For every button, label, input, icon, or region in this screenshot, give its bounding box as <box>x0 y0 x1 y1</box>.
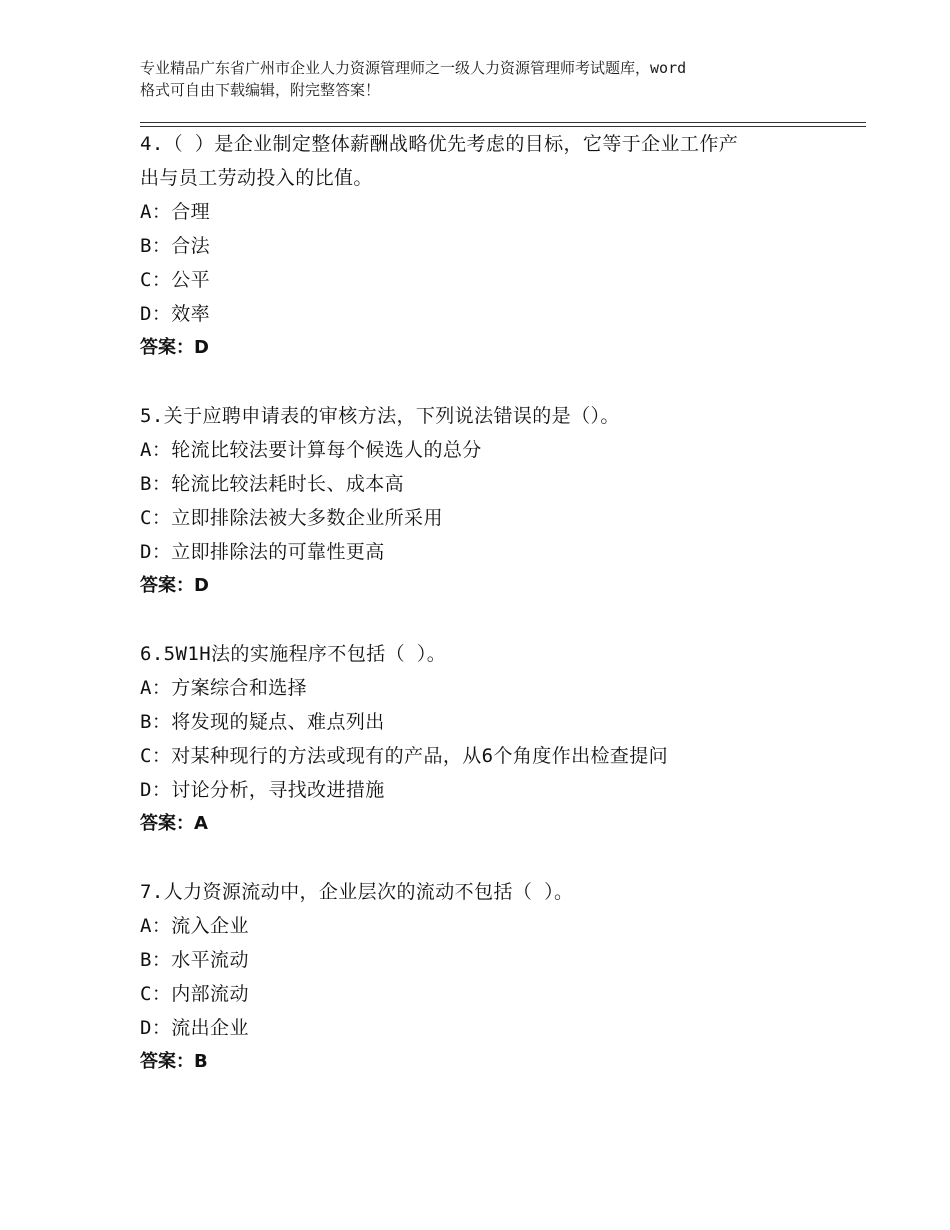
header-line: 格式可自由下载编辑，附完整答案！ <box>140 81 381 99</box>
question-stem: 5.关于应聘申请表的审核方法，下列说法错误的是（）。 <box>140 405 620 427</box>
header-divider <box>140 122 866 123</box>
option-b: B：轮流比较法耗时长、成本高 <box>140 473 405 495</box>
question-5 <box>140 399 860 603</box>
option-b: B：合法 <box>140 235 211 257</box>
answer: 答案：D <box>140 575 209 596</box>
question-7 <box>140 875 860 1079</box>
option-c: C：内部流动 <box>140 983 249 1005</box>
answer: 答案：D <box>140 337 209 358</box>
option-d: D：效率 <box>140 303 211 325</box>
answer: 答案：B <box>140 1051 208 1072</box>
question-list <box>140 127 860 1079</box>
question-stem: 6.5W1H法的实施程序不包括（ ）。 <box>140 643 447 665</box>
option-c: C：公平 <box>140 269 211 291</box>
document-header <box>140 57 840 101</box>
question-stem: 4.（ ）是企业制定整体薪酬战略优先考虑的目标，它等于企业工作产 <box>140 133 739 155</box>
option-d: D：立即排除法的可靠性更高 <box>140 541 385 563</box>
question-6 <box>140 637 860 841</box>
option-a: A：流入企业 <box>140 915 249 937</box>
header-line: 专业精品广东省广州市企业人力资源管理师之一级人力资源管理师考试题库，word <box>140 59 687 77</box>
option-a: A：方案综合和选择 <box>140 677 308 699</box>
option-b: B：水平流动 <box>140 949 249 971</box>
option-d: D：流出企业 <box>140 1017 249 1039</box>
question-stem: 出与员工劳动投入的比值。 <box>140 167 373 189</box>
answer: 答案：A <box>140 813 208 834</box>
option-a: A：轮流比较法要计算每个候选人的总分 <box>140 439 482 461</box>
question-4 <box>140 127 860 365</box>
option-c: C：立即排除法被大多数企业所采用 <box>140 507 443 529</box>
option-c: C：对某种现行的方法或现有的产品，从6个角度作出检查提问 <box>140 745 669 767</box>
question-stem: 7.人力资源流动中，企业层次的流动不包括（ ）。 <box>140 881 574 903</box>
option-d: D：讨论分析，寻找改进措施 <box>140 779 385 801</box>
option-a: A：合理 <box>140 201 211 223</box>
option-b: B：将发现的疑点、难点列出 <box>140 711 385 733</box>
